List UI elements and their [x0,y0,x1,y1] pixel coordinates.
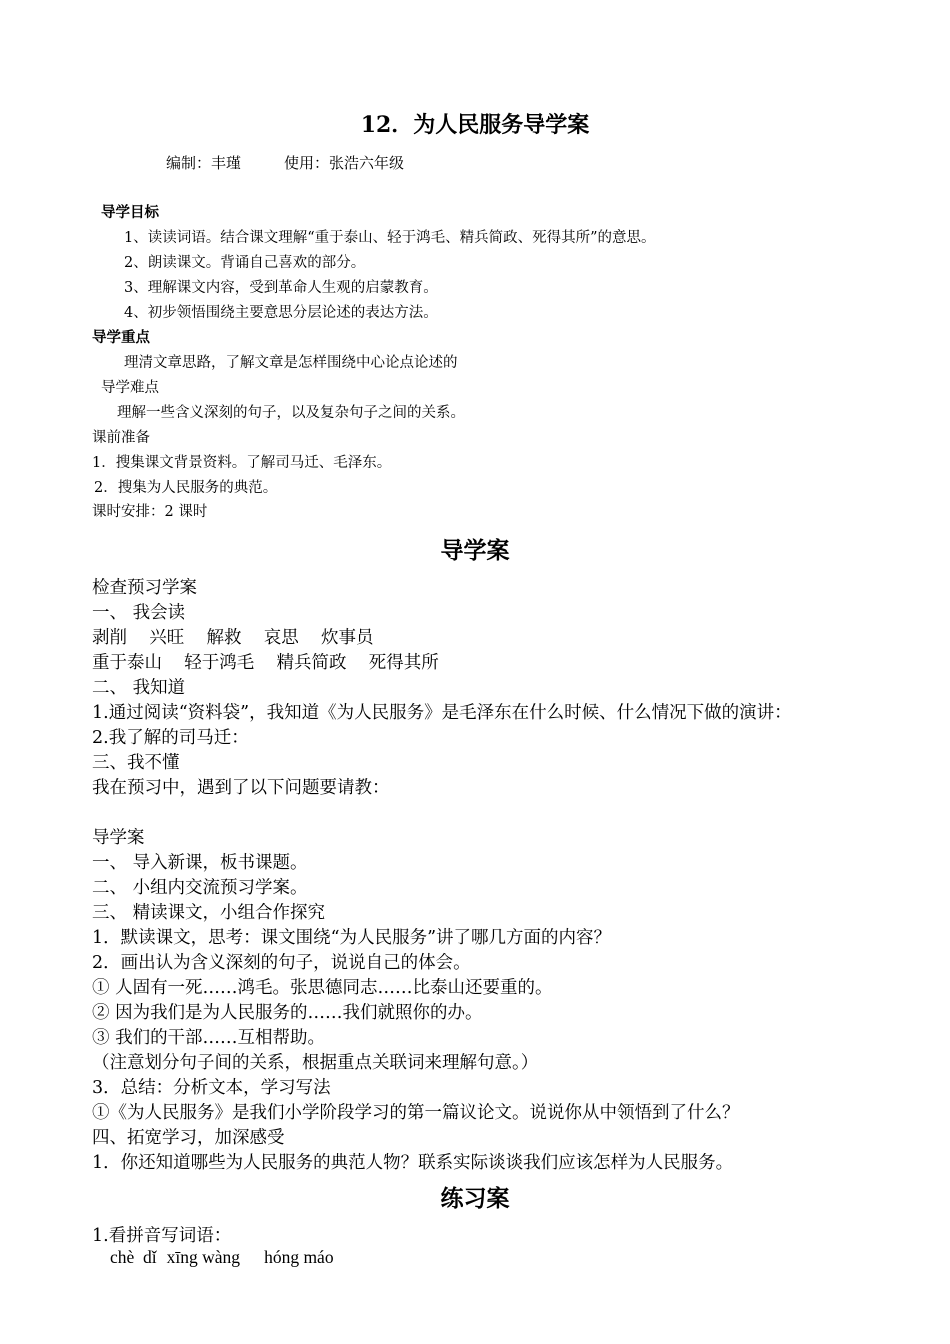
guide-line: 二、 我知道 [92,678,186,698]
objectives-heading: 导学目标 [101,205,159,221]
preparation-item: 1．搜集课文背景资料。了解司马迁、毛泽东。 [92,455,392,471]
guide-line: 2.我了解的司马迁： [92,728,249,748]
guide-line: （注意划分句子间的关系，根据重点关联词来理解句意。） [92,1053,539,1073]
guide-line: 检查预习学案 [92,578,197,598]
guide-line: 2．画出认为含义深刻的句子，说说自己的体会。 [92,953,471,973]
objective-item: 1、读读词语。结合课文理解“重于泰山、轻于鸿毛、精兵简政、死得其所”的意思。 [124,230,656,246]
guide-line: ③ 我们的干部……互相帮助。 [92,1028,326,1048]
guide-line: 四、拓宽学习，加深感受 [92,1128,285,1148]
difficulty-heading: 导学难点 [101,380,159,396]
pinyin-row [110,1247,344,1268]
guide-line: ① 人固有一死……鸿毛。张思德同志……比泰山还要重的。 [92,978,553,998]
guide-line: 我在预习中，遇到了以下问题要请教： [92,778,390,798]
pinyin-item: hóng máo [264,1247,334,1267]
guide-line: 剥削 兴旺 解救 哀思 炊事员 [92,628,374,648]
guide-line: 二、 小组内交流预习学案。 [92,878,308,898]
guide-line: 重于泰山 轻于鸿毛 精兵简政 死得其所 [92,653,439,673]
guide-line: 三、我不懂 [92,753,180,773]
objective-item: 4、初步领悟围绕主要意思分层论述的表达方法。 [124,305,438,321]
guide-line: ①《为人民服务》是我们小学阶段学习的第一篇议论文。说说你从中领悟到了什么？ [92,1103,740,1123]
preparation-heading: 课前准备 [92,430,150,446]
guide-line: ② 因为我们是为人民服务的……我们就照你的办。 [92,1003,483,1023]
guide-heading: 导学案 [440,537,510,564]
objective-item: 3、理解课文内容，受到革命人生观的启蒙教育。 [124,280,438,296]
guide-line: 3．总结：分析文本，学习写法 [92,1078,331,1098]
guide-line: 1．你还知道哪些为人民服务的典范人物？联系实际谈谈我们应该怎样为人民服务。 [92,1153,734,1173]
schedule: 课时安排：2 课时 [92,504,208,520]
keypoint-heading: 导学重点 [92,330,150,346]
byline-editor: 编制：丰瑾 [166,154,242,172]
pinyin-item: xīng wàng [166,1247,241,1267]
pinyin-item: chè dǐ [110,1247,157,1267]
preparation-item: 2．搜集为人民服务的典范。 [94,480,278,496]
keypoint-text: 理清文章思路，了解文章是怎样围绕中心论点论述的 [124,355,458,371]
guide-line: 一、 导入新课，板书课题。 [92,853,308,873]
difficulty-text: 理解一些含义深刻的句子，以及复杂句子之间的关系。 [117,405,465,421]
guide-line: 1.通过阅读“资料袋”，我知道《为人民服务》是毛泽东在什么时候、什么情况下做的演讲： [92,703,792,723]
guide-line: 三、 精读课文，小组合作探究 [92,903,326,923]
guide-line: 导学案 [92,828,145,848]
page-title: 12．为人民服务导学案 [360,112,590,138]
guide-line: 一、 我会读 [92,603,186,623]
objective-item: 2、朗读课文。背诵自己喜欢的部分。 [124,255,366,271]
practice-heading: 练习案 [440,1185,510,1212]
guide-line: 1．默读课文，思考：课文围绕“为人民服务”讲了哪几方面的内容？ [92,928,612,948]
byline-user: 使用：张浩六年级 [284,154,405,172]
practice-question: 1.看拼音写词语： [92,1226,232,1246]
